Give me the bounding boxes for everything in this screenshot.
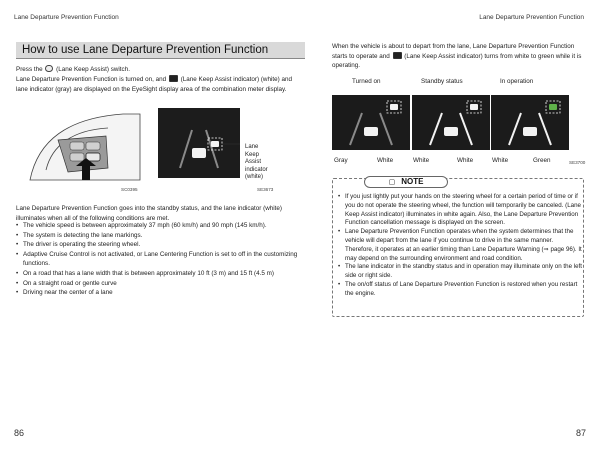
callout-line-4: indicator xyxy=(245,166,268,173)
intro-before: When the vehicle is about to depart from the lane, Lane Departure Prevention Function starts to operate and xyxy=(332,43,575,60)
lane-keep-assist-indicator-callout xyxy=(245,144,268,182)
steering-wheel-switch-figure xyxy=(28,110,144,182)
figure-code-3: SE3700 xyxy=(569,160,586,165)
step-2-text xyxy=(16,75,304,94)
state-label-standby: Standby status xyxy=(421,78,463,85)
note-list xyxy=(338,193,582,299)
color-label-2: White xyxy=(377,157,394,164)
color-label-5: White xyxy=(492,157,509,164)
lane-keep-assist-switch-icon xyxy=(45,65,53,72)
list-item: • On a road that has a lane width that is between approximately 10 ft (3 m) and 15 ft (4.5 m) xyxy=(16,269,306,279)
figure-code-2: SE3673 xyxy=(257,187,274,192)
list-item: • On a straight road or gentle curve xyxy=(16,279,306,289)
note-title xyxy=(364,176,448,188)
callout-line-5: (white) xyxy=(245,174,264,181)
conditions-intro: Lane Departure Prevention Function goes into the standby status, and the lane indicator (white) illuminates when all of the following conditions are met. xyxy=(16,205,283,222)
list-item: • The driver is operating the steering wheel. xyxy=(16,240,306,250)
callout-line-2: Keep xyxy=(245,151,260,158)
color-label-3: White xyxy=(413,157,430,164)
callout-line-3: Assist xyxy=(245,159,262,166)
note-title-text: NOTE xyxy=(401,177,424,186)
operation-intro xyxy=(332,42,584,71)
list-item: • Driving near the center of a lane xyxy=(16,288,306,298)
list-item: • The vehicle speed is between approximately 37 mph (60 km/h) and 90 mph (145 km/h). xyxy=(16,221,306,231)
display-standby xyxy=(412,95,490,150)
step-2-after: (Lane Keep Assist indicator) (white) and lane indicator (gray) are displayed on the EyeSight display area of the combination meter display. xyxy=(16,76,292,93)
eyesight-display-figure xyxy=(158,108,240,178)
step-1-after: (Lane Keep Assist) switch. xyxy=(56,66,130,73)
color-label-4: White xyxy=(457,157,474,164)
callout-line-1: Lane xyxy=(245,144,259,150)
running-title-left: Lane Departure Prevention Function xyxy=(14,14,119,21)
running-title-right: Lane Departure Prevention Function xyxy=(479,14,584,21)
figure-code-1: SC0395 xyxy=(121,187,138,192)
step-1-text xyxy=(16,65,304,75)
list-item: • The lane indicator in the standby status and in operation may illuminate only on the left side or right side. xyxy=(338,263,582,281)
conditions-list xyxy=(16,221,306,298)
color-label-6: Green xyxy=(533,157,551,164)
lane-keep-assist-indicator-icon xyxy=(169,75,178,82)
page-number-right: 87 xyxy=(575,428,586,438)
step-1-before: Press the xyxy=(16,66,43,73)
step-2-before: Lane Departure Prevention Function is turned on, and xyxy=(16,76,167,83)
list-item: • Lane Departure Prevention Function operates when the system determines that the vehicle will depart from the lane if you continue to drive in the same manner. Therefore, it operates at an earlier timing than Lane Departure Warning (⇒ page 96). It may depend on the surrounding environment and road condition. xyxy=(338,228,582,263)
note-icon: ▢ xyxy=(388,179,396,186)
state-label-turned-on: Turned on xyxy=(352,78,381,85)
state-label-in-operation: In operation xyxy=(500,78,534,85)
intro-after: (Lane Keep Assist indicator) turns from white to green while it is operating. xyxy=(332,52,582,69)
display-in-operation xyxy=(491,95,569,150)
lane-keep-assist-indicator-icon xyxy=(393,52,402,59)
section-heading: How to use Lane Departure Prevention Function xyxy=(16,42,305,59)
list-item: • Adaptive Cruise Control is not activated, or Lane Centering Function is set to off in the customizing functions. xyxy=(16,250,306,269)
page-number-left: 86 xyxy=(14,428,25,438)
list-item: • The on/off status of Lane Departure Prevention Function is restored when you restart the engine. xyxy=(338,281,582,299)
color-label-1: Gray xyxy=(334,157,348,164)
display-turned-on xyxy=(332,95,410,150)
list-item: • The system is detecting the lane markings. xyxy=(16,231,306,241)
list-item: • If you just lightly put your hands on the steering wheel for a certain period of time or if you do not operate the steering wheel, the function will temporarily be canceled. (Lane Keep Assist indicator) illuminates in white again. Also, the Lane Departure Prevention Function cancellation message is displayed on the screen. xyxy=(338,193,582,228)
